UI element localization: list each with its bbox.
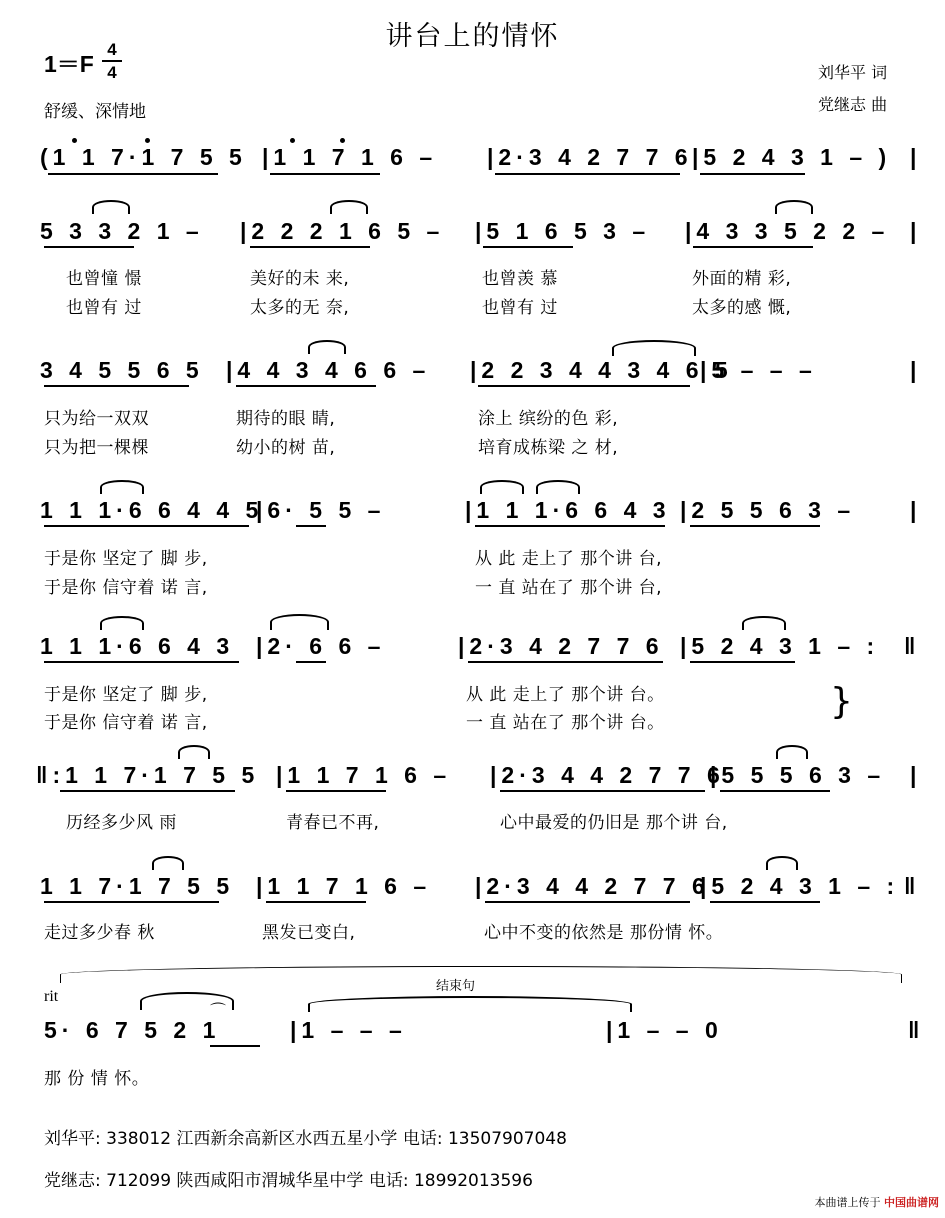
tie [308, 996, 632, 1012]
slur [775, 200, 813, 214]
octave-dot [340, 138, 345, 143]
measure: |5 1 6 5 3 – [475, 218, 651, 244]
lyric-phrase: 只为给一双双 [44, 409, 149, 429]
lyric-phrase: 青春已不再, [286, 813, 380, 833]
measure: ‖ [908, 1017, 925, 1043]
octave-dot [72, 138, 77, 143]
ending-label: 结束句 [433, 975, 478, 994]
contact-line: 刘华平: 338012 江西新余高新区水西五星小学 电话: 13507907048 [44, 1129, 567, 1149]
beam [693, 246, 813, 248]
beam [475, 525, 665, 527]
time-signature-bottom: 4 [107, 63, 117, 82]
tempo-marking: 舒缓、深情地 [44, 102, 146, 122]
watermark-prefix: 本曲谱上传于 [814, 1196, 881, 1209]
measure: |2 2 3 4 4 3 4 6 5 [470, 357, 733, 383]
lyric-phrase: 涂上 缤纷的色 彩, [478, 409, 619, 429]
lyric-phrase: 心中最爱的仍旧是 那个讲 台, [500, 813, 728, 833]
measure: |2 2 2 1 6 5 – [240, 218, 445, 244]
lyric-phrase: 美好的未 来, [250, 269, 350, 289]
beam [250, 246, 370, 248]
measure: |5 2 4 3 1 – : [700, 873, 900, 899]
slur [100, 616, 144, 630]
lyric-phrase: 黑发已变白, [262, 923, 356, 943]
beam [44, 246, 134, 248]
beam [720, 790, 830, 792]
lyric-phrase: 于是你 坚定了 脚 步, [44, 685, 208, 705]
verse-brace: } [830, 681, 853, 722]
measure: |2·3 4 2 7 7 6 [458, 633, 664, 659]
lyric-phrase: 也曾羡 慕 [482, 269, 558, 289]
page-title: 讲台上的情怀 [385, 21, 560, 52]
lyric-phrase: 于是你 信守着 诺 言, [44, 578, 208, 598]
measure: 3 4 5 5 6 5 [40, 357, 204, 383]
measure: 5 3 3 2 1 – [40, 218, 204, 244]
slur [612, 340, 696, 356]
slur [270, 614, 329, 630]
contact-line: 党继志: 712099 陕西咸阳市渭城华星中学 电话: 18992013596 [44, 1171, 533, 1191]
slur [178, 745, 210, 759]
beam [485, 901, 690, 903]
measure: |2·3 4 4 2 7 7 6 [490, 762, 725, 788]
ritardando-marking: rit [44, 988, 59, 1005]
beam [478, 385, 690, 387]
lyric-phrase: 于是你 信守着 诺 言, [44, 713, 208, 733]
slur [766, 856, 798, 870]
measure: |2·3 4 2 7 7 6 [487, 144, 693, 170]
beam [495, 173, 680, 175]
beam [296, 525, 326, 527]
slur [100, 480, 144, 494]
measure: |5 – – – [700, 357, 817, 383]
lyric-phrase: 太多的感 慨, [692, 298, 792, 318]
measure: |1 1 7 1 6 – [262, 144, 438, 170]
measure: |2· 6 6 – [256, 633, 386, 659]
beam [44, 661, 239, 663]
measure: |2 5 5 6 3 – [680, 497, 856, 523]
lyric-phrase: 培育成栋梁 之 材, [478, 438, 619, 458]
measure: |1 1 7 1 6 – [276, 762, 452, 788]
fermata-icon: ⌒ [210, 1001, 227, 1020]
beam [60, 790, 235, 792]
time-signature [102, 40, 122, 82]
lyric-phrase: 心中不变的依然是 那份情 怀。 [484, 923, 724, 943]
watermark-site: 中国曲谱网 [884, 1196, 939, 1209]
measure: | [910, 357, 922, 383]
lyric-phrase: 走过多少春 秋 [44, 923, 155, 943]
measure: (1 1 7·1 7 5 5 [40, 144, 247, 170]
measure: |5 2 4 3 1 – : [680, 633, 880, 659]
measure: |1 1 1·6 6 4 3 [465, 497, 671, 523]
lyric-phrase: 于是你 坚定了 脚 步, [44, 549, 208, 569]
measure: | [910, 762, 922, 788]
measure: |1 – – 0 [606, 1017, 723, 1043]
beam [44, 385, 189, 387]
octave-dot [290, 138, 295, 143]
measure: |1 – – – [290, 1017, 407, 1043]
lyric-phrase: 只为把一棵棵 [44, 438, 149, 458]
slur [536, 480, 580, 494]
octave-dot [145, 138, 150, 143]
measure: 1 1 1·6 6 4 4 5 [40, 497, 264, 523]
measure: | [910, 218, 922, 244]
measure: |6· 5 5 – [256, 497, 386, 523]
lyric-phrase: 从 此 走上了 那个讲 台。 [466, 685, 665, 705]
beam [266, 901, 366, 903]
lyric-phrase: 一 直 站在了 那个讲 台, [475, 578, 663, 598]
lyric-phrase: 幼小的树 苗, [236, 438, 336, 458]
key-signature: 1＝F [44, 51, 94, 77]
beam [483, 246, 573, 248]
measure: |5 5 5 6 3 – [710, 762, 886, 788]
beam [44, 525, 249, 527]
measure: 5· 6 7 5 2 1 [44, 1017, 221, 1043]
beam [286, 790, 386, 792]
beam [710, 901, 820, 903]
measure: ‖ [904, 873, 921, 899]
beam [500, 790, 705, 792]
site-watermark [815, 1194, 940, 1210]
lyric-phrase: 那 份 情 怀。 [44, 1069, 150, 1089]
measure: |4 4 3 4 6 6 – [226, 357, 431, 383]
time-signature-top: 4 [107, 40, 117, 59]
ending-bracket [60, 966, 902, 983]
beam [210, 1045, 260, 1047]
measure: |1 1 7 1 6 – [256, 873, 432, 899]
slur [308, 340, 346, 354]
lyric-phrase: 也曾有 过 [482, 298, 558, 318]
composer-credit: 党继志 曲 [818, 95, 888, 114]
beam [690, 661, 795, 663]
slur [152, 856, 184, 870]
slur [742, 616, 786, 630]
measure: 1 1 1·6 6 4 3 [40, 633, 235, 659]
lyric-phrase: 也曾有 过 [66, 298, 142, 318]
measure: |4 3 3 5 2 2 – [685, 218, 890, 244]
lyric-phrase: 从 此 走上了 那个讲 台, [475, 549, 663, 569]
measure: 1 1 7·1 7 5 5 [40, 873, 235, 899]
lyric-phrase: 一 直 站在了 那个讲 台。 [466, 713, 665, 733]
lyric-phrase: 期待的眼 睛, [236, 409, 336, 429]
beam [48, 173, 218, 175]
slur [92, 200, 130, 214]
measure: | [910, 497, 922, 523]
beam [690, 525, 820, 527]
lyricist-credit: 刘华平 词 [818, 63, 888, 82]
slur [776, 745, 808, 759]
measure: |2·3 4 4 2 7 7 6 [475, 873, 710, 899]
beam [296, 661, 326, 663]
lyric-phrase: 历经多少风 雨 [66, 813, 177, 833]
lyric-phrase: 太多的无 奈, [250, 298, 350, 318]
slur [480, 480, 524, 494]
measure: ‖ [904, 633, 921, 659]
beam [700, 173, 805, 175]
beam [270, 173, 380, 175]
lyric-phrase: 外面的精 彩, [692, 269, 792, 289]
measure: ‖:1 1 7·1 7 5 5 [36, 762, 260, 788]
measure: |5 2 4 3 1 – ) [692, 144, 892, 170]
measure: | [910, 144, 922, 170]
beam [468, 661, 663, 663]
slur [330, 200, 368, 214]
beam [236, 385, 376, 387]
beam [44, 901, 219, 903]
lyric-phrase: 也曾憧 憬 [66, 269, 142, 289]
